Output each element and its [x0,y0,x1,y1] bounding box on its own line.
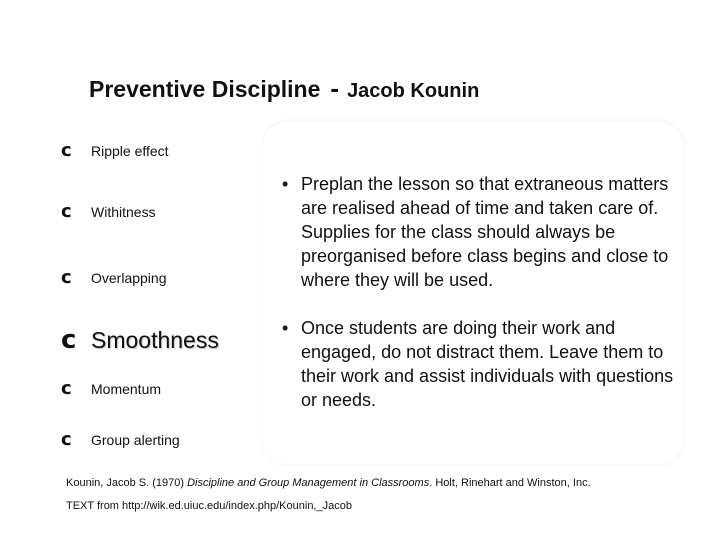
title-separator: - [330,73,340,103]
bullet-glyph-icon: c [61,140,72,161]
bullet-glyph-icon: c [61,378,72,399]
bullet-label: Smoothness [91,326,219,353]
bullet-glyph-icon: c [61,201,72,222]
citation-publisher: . Holt, Rinehart and Winston, Inc. [429,477,591,489]
bullet-item-withitness [61,201,156,222]
bullet-label: Withitness [91,203,156,220]
bullet-item-group-alerting [61,429,180,450]
citation-book-title: Discipline and Group Management in Classrooms [187,477,430,489]
list-item [282,316,692,412]
bullet-glyph-icon: c [61,429,72,450]
bullet-label: Ripple effect [91,142,169,159]
list-item [282,172,692,292]
bullet-dot-icon: • [282,318,289,338]
bullet-label: Group alerting [91,431,180,448]
bullet-label: Overlapping [91,269,167,286]
bullet-glyph-icon: c [61,267,72,288]
smoothness-points-list [282,172,692,412]
slide-title [89,73,479,104]
bullet-label: Momentum [91,380,162,397]
bullet-item-momentum [61,378,161,399]
citation [66,477,706,489]
point-text: Once students are doing their work and engaged, do not distract them. Leave them to their work and assist individuals with questions or needs. [301,318,674,410]
point-text: Preplan the lesson so that extraneous matters are realised ahead of time and taken care of. Supplies for the class should always be preorganised before class begins and close to where they will be used. [301,174,669,290]
title-main: Preventive Discipline [89,76,321,102]
bullet-dot-icon: • [282,174,289,194]
bullet-glyph-icon: c [61,325,77,355]
citation-authors: Kounin, Jacob S. (1970) [66,477,185,489]
source-note: TEXT from http://wik.ed.uiuc.edu/index.php/Kounin,_Jacob [66,500,352,512]
bullet-item-smoothness [61,325,219,355]
bullet-item-ripple-effect [61,140,169,161]
title-author: Jacob Kounin [347,80,480,102]
bullet-item-overlapping [61,267,167,288]
